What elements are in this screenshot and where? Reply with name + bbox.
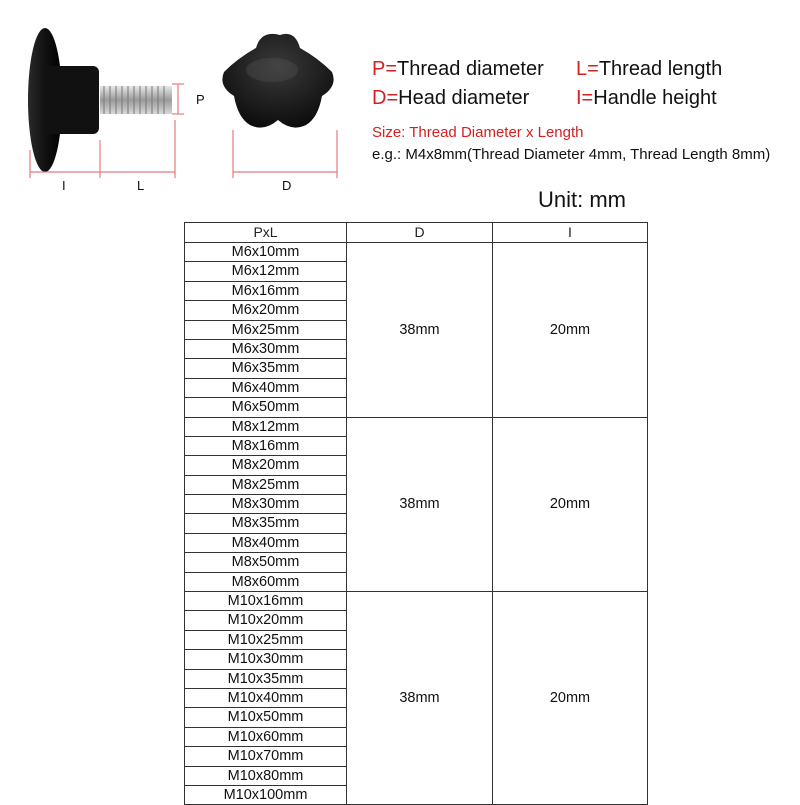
size-cell: M6x10mm: [185, 243, 346, 262]
size-example: e.g.: M4x8mm(Thread Diameter 4mm, Thread Length 8mm): [372, 146, 771, 163]
head-diameter-cell: 38mm: [347, 243, 493, 417]
header-pxl: PxL: [185, 223, 347, 242]
size-cell: M10x25mm: [185, 631, 346, 650]
size-cell: M10x60mm: [185, 728, 346, 747]
legend-i-key: I=: [576, 87, 594, 109]
size-column: [185, 243, 347, 417]
header-d: D: [347, 223, 493, 242]
size-cell: M10x40mm: [185, 689, 346, 708]
handle-height-cell: 20mm: [549, 496, 591, 513]
size-cell: M8x20mm: [185, 456, 346, 475]
size-group: [185, 592, 647, 805]
legend-l: [576, 58, 722, 81]
legend-d-key: D=: [372, 87, 399, 109]
legend-p-text: Thread diameter: [397, 58, 544, 80]
dim-label-l: L: [137, 178, 145, 193]
handle-height-cell: 20mm: [549, 321, 591, 338]
legend-i: [576, 87, 717, 110]
size-group: [185, 243, 647, 418]
legend-p: [372, 58, 544, 81]
dim-label-d: D: [282, 178, 292, 193]
size-title: Size: Thread Diameter x Length: [372, 124, 584, 141]
size-cell: M10x50mm: [185, 708, 346, 727]
size-cell: M10x16mm: [185, 592, 346, 611]
size-cell: M6x35mm: [185, 359, 346, 378]
legend-d-text: Head diameter: [398, 87, 530, 109]
size-cell: M8x12mm: [185, 418, 346, 437]
unit-label: Unit: mm: [538, 187, 626, 212]
size-cell: M6x40mm: [185, 379, 346, 398]
size-column: [185, 592, 347, 804]
legend-l-key: L=: [576, 58, 599, 80]
size-cell: M6x12mm: [185, 262, 346, 281]
table-header: [185, 223, 647, 243]
legend-d: [372, 87, 529, 110]
dim-label-p: P: [196, 92, 205, 107]
head-diameter-cell: 38mm: [347, 418, 493, 592]
size-cell: M8x16mm: [185, 437, 346, 456]
knob-diagram: [0, 0, 360, 200]
header-i: I: [568, 224, 572, 240]
legend-i-text: Handle height: [593, 87, 717, 109]
top-dimensions: [233, 130, 337, 178]
size-cell: M10x30mm: [185, 650, 346, 669]
size-cell: M6x30mm: [185, 340, 346, 359]
size-cell: M8x35mm: [185, 514, 346, 533]
size-cell: M6x50mm: [231, 399, 300, 416]
size-cell: M10x80mm: [185, 767, 346, 786]
size-cell: M10x100mm: [223, 786, 308, 803]
spec-table: [184, 222, 648, 805]
size-cell: M8x50mm: [185, 553, 346, 572]
handle-height-cell: 20mm: [549, 690, 591, 707]
head-diameter-cell: 38mm: [347, 592, 493, 804]
legend-l-text: Thread length: [598, 58, 723, 80]
size-cell: M6x20mm: [185, 301, 346, 320]
size-cell: M8x60mm: [231, 573, 300, 590]
size-cell: M6x16mm: [185, 282, 346, 301]
size-cell: M10x70mm: [185, 747, 346, 766]
size-cell: M10x35mm: [185, 670, 346, 689]
legend-p-key: P=: [372, 58, 398, 80]
top-view-star-knob: [222, 34, 333, 128]
size-cell: M8x30mm: [185, 495, 346, 514]
size-column: [185, 418, 347, 592]
product-illustration: [0, 0, 360, 200]
size-cell: M6x25mm: [185, 321, 346, 340]
size-cell: M10x20mm: [185, 611, 346, 630]
dim-label-i: I: [62, 178, 66, 193]
table-body: [185, 243, 647, 805]
size-cell: M8x40mm: [185, 534, 346, 553]
size-cell: M8x25mm: [185, 476, 346, 495]
size-group: [185, 418, 647, 593]
